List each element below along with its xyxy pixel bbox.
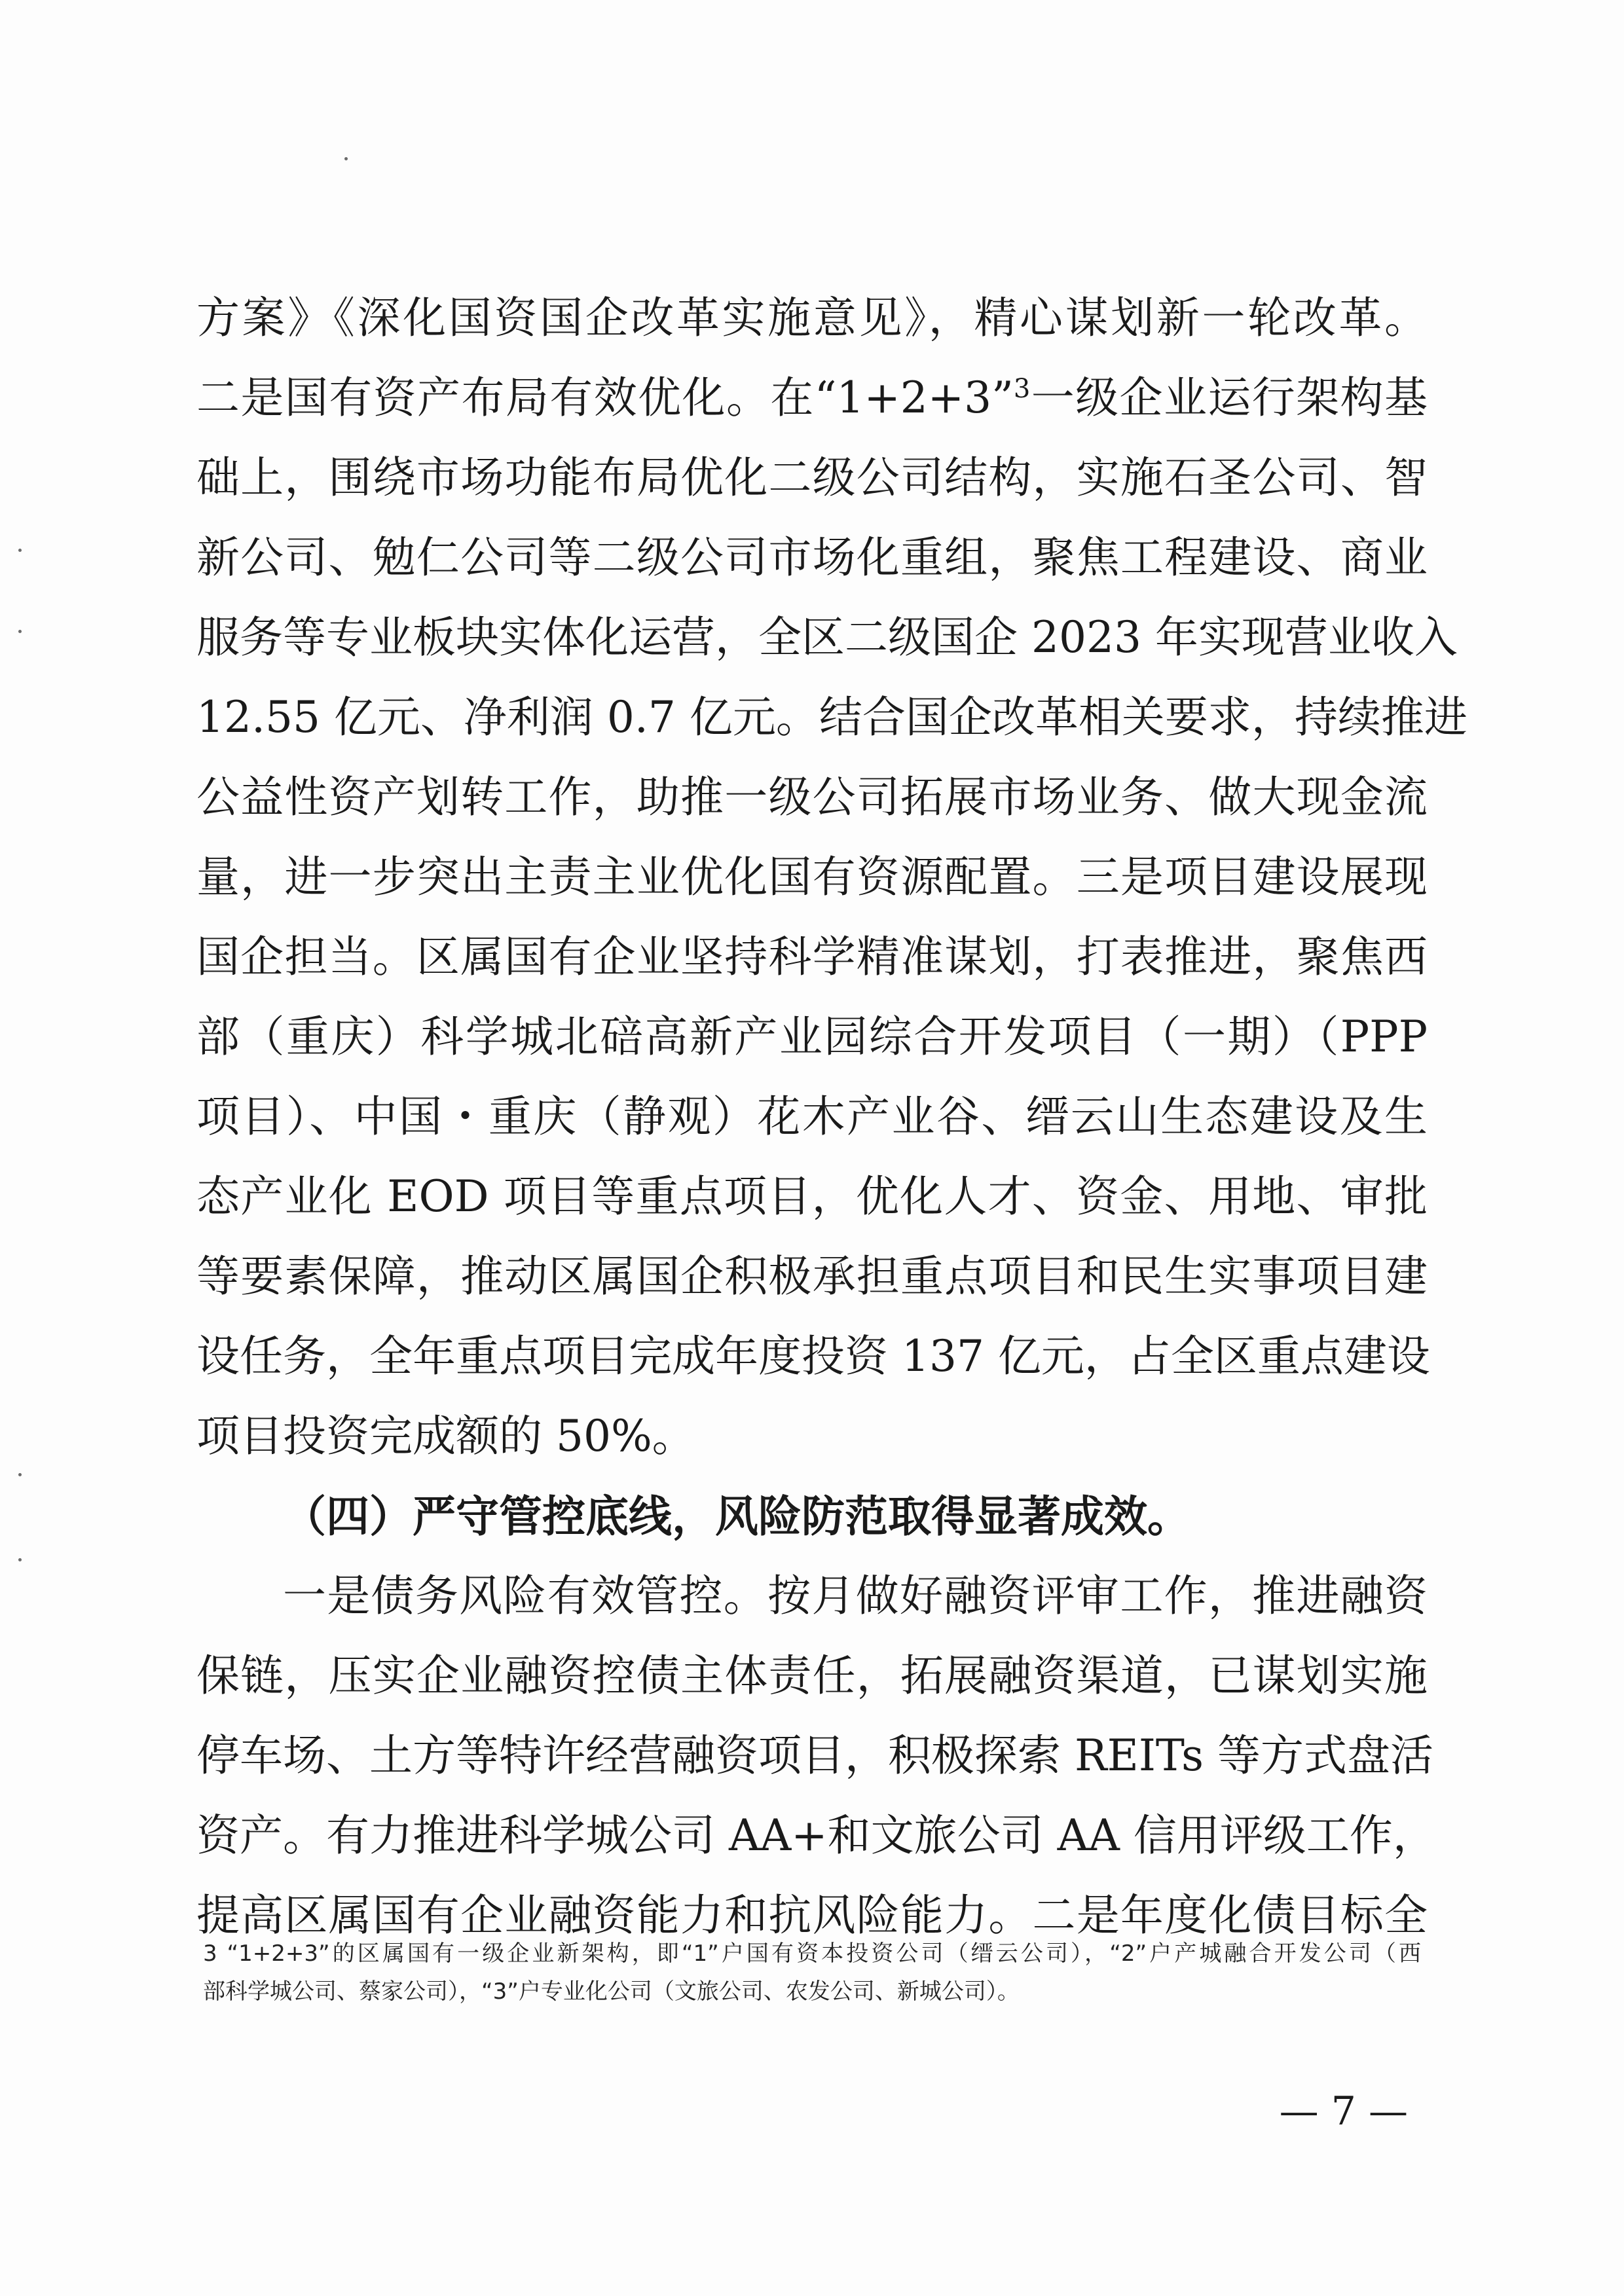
scan-speck	[18, 549, 22, 552]
scan-speck	[18, 630, 22, 633]
section-line: 保链，压实企业融资控债主体责任，拓展融资渠道，已谋划实施	[196, 1650, 1428, 1701]
page-number: — 7 —	[1279, 2088, 1408, 2134]
paragraph-line: 项目投资完成额的 50%。	[196, 1411, 695, 1461]
paragraph-line: 础上，围绕市场功能布局优化二级公司结构，实施石圣公司、智	[196, 452, 1428, 503]
paragraph-line	[196, 358, 1428, 438]
section-line: 一是债务风险有效管控。按月做好融资评审工作，推进融资	[283, 1571, 1428, 1621]
paragraph-line: 国企担当。区属国有企业坚持科学精准谋划，打表推进，聚焦西	[196, 932, 1428, 982]
section-line: 停车场、土方等特许经营融资项目，积极探索 REITs 等方式盘活	[196, 1730, 1433, 1781]
paragraph-line: 方案》《深化国资国企改革实施意见》，精心谋划新一轮改革。	[196, 293, 1428, 343]
scan-speck	[18, 1558, 22, 1561]
paragraph-line: 等要素保障，推动区属国企积极承担重点项目和民生实事项目建	[196, 1251, 1428, 1302]
scan-speck	[18, 1473, 22, 1476]
section-line: 资产。有力推进科学城公司 AA+和文旅公司 AA 信用评级工作，	[196, 1810, 1436, 1861]
paragraph-line: 项目）、中国・重庆（静观）花木产业谷、缙云山生态建设及生	[196, 1091, 1428, 1142]
footnote	[203, 1935, 1421, 2011]
footnote-line: 部科学城公司、蔡家公司），“3”户专业化公司（文旅公司、农发公司、新城公司）。	[203, 1978, 1020, 2005]
footnote-line: 3 “1+2+3”的区属国有一级企业新架构，即“1”户国有资本投资公司（缙云公司），“2”户产城融合开发公司（西	[203, 1941, 1421, 1967]
paragraph-line: 部（重庆）科学城北碚高新产业园综合开发项目（一期）（PPP	[196, 1011, 1428, 1062]
paragraph-line: 12.55 亿元、净利润 0.7 亿元。结合国企改革相关要求，持续推进	[196, 692, 1467, 742]
footnote-reference: 3	[1013, 374, 1031, 404]
paragraph-line: 服务等专业板块实体化运营，全区二级国企 2023 年实现营业收入	[196, 612, 1458, 663]
paragraph-line: 新公司、勉仁公司等二级公司市场化重组，聚焦工程建设、商业	[196, 532, 1428, 583]
body-text	[196, 278, 1467, 1956]
scan-speck	[344, 157, 348, 160]
paragraph-line: 量，进一步突出主责主业优化国有资源配置。三是项目建设展现	[196, 852, 1428, 902]
section-heading: （四）严守管控底线，风险防范取得显著成效。	[283, 1491, 1190, 1542]
paragraph-line: 公益性资产划转工作，助推一级公司拓展市场业务、做大现金流	[196, 772, 1428, 822]
paragraph-line: 设任务，全年重点项目完成年度投资 137 亿元，占全区重点建设	[196, 1331, 1430, 1381]
paragraph-line-part: 一级企业运行架构基	[1030, 373, 1428, 423]
paragraph-line: 态产业化 EOD 项目等重点项目，优化人才、资金、用地、审批	[196, 1171, 1428, 1222]
paragraph-line-part: 二是国有资产布局有效优化。在“1+2+3”	[196, 373, 1014, 423]
section-line: 提高区属国有企业融资能力和抗风险能力。二是年度化债目标全	[196, 1890, 1428, 1941]
